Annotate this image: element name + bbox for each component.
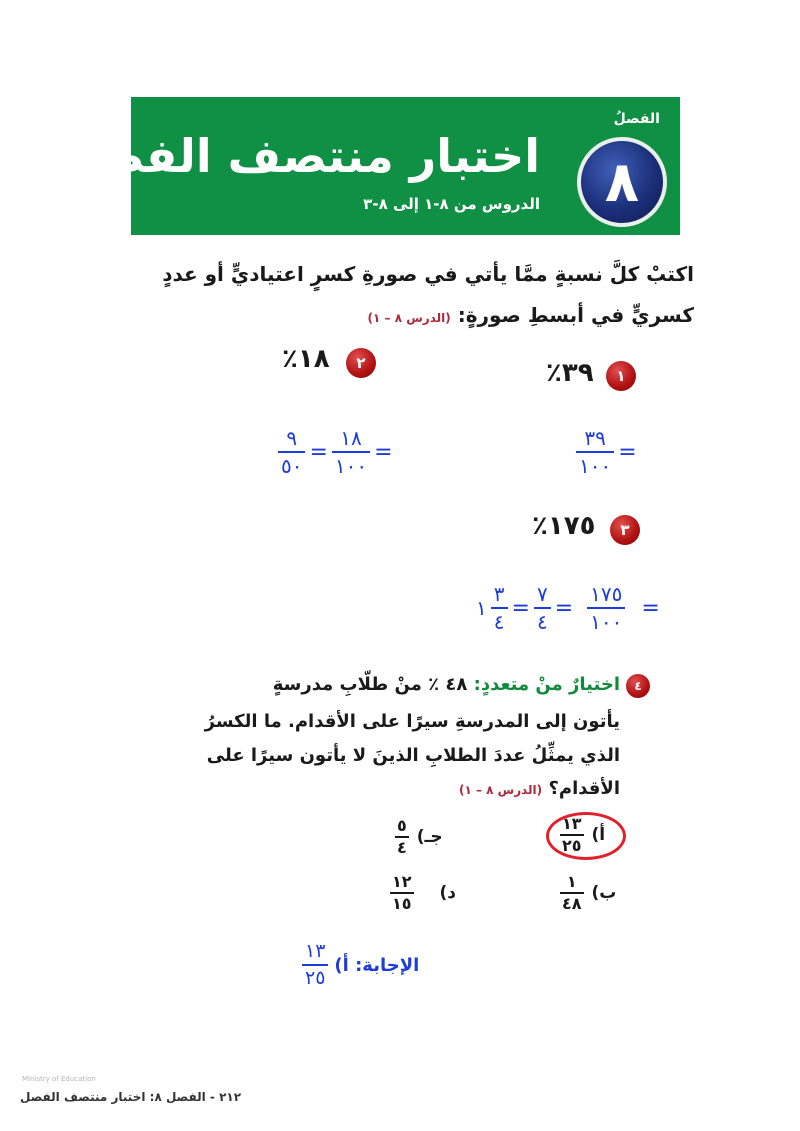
choice-label: جـ): [416, 827, 443, 847]
problem-number-badge: ١: [606, 361, 636, 391]
instruction-text: كسريٍّ في أبسطِ صورةٍ:: [457, 303, 694, 327]
watermark: Ministry of Education: [22, 1075, 96, 1083]
lesson-reference: (الدرس ٨ – ١): [367, 311, 451, 325]
equals-sign: =: [374, 439, 393, 465]
choice-label: أ): [591, 825, 606, 845]
instruction-line-1: اكتبْ كلَّ نسبةٍ ممَّا يأتي في صورةِ كسرٍ اعتياديٍّ أو عددٍ: [162, 262, 694, 286]
problem-number-badge: ٢: [346, 348, 376, 378]
chapter-number-badge: ٨: [577, 137, 667, 227]
problem-percent: ٪٣٩: [546, 358, 594, 388]
problem-number-badge: ٣: [610, 515, 640, 545]
equals-sign: =: [618, 439, 637, 465]
problem-percent: ٪١٨: [282, 344, 330, 374]
problem-text: الأقدام؟: [548, 778, 620, 799]
choice-label: ب): [591, 883, 617, 903]
answer-label: الإجابة: أ): [334, 954, 420, 976]
lesson-reference: (الدرس ٨ – ١): [458, 783, 543, 797]
choice-b[interactable]: [560, 874, 616, 912]
multiple-choice-label: اختيارٌ منْ متعددٍ:: [473, 674, 620, 695]
equals-sign: =: [309, 439, 328, 465]
page-number: ٢١٢: [219, 1090, 242, 1104]
fraction: $\frac{٩}{٥٠}$: [278, 428, 305, 476]
choice-label: د): [439, 883, 457, 903]
equals-sign: =: [641, 595, 660, 621]
problem-work: [476, 584, 660, 632]
fraction: ١٢ ١٥: [392, 872, 412, 913]
answer: [302, 942, 419, 988]
footer-title: الفصل ٨: اختبار منتصف الفصل: [20, 1090, 206, 1104]
chapter-word: الفصلُ: [613, 111, 660, 127]
problem-4-line-3: الذي يمثِّلُ عددَ الطلابِ الذينَ لا يأتون سيرًا على: [206, 745, 620, 766]
problem-work: [278, 428, 393, 476]
problem-4-line-1: [273, 674, 620, 695]
whole-number: ١: [476, 596, 487, 620]
page-title: اختبار منتصف الفصل: [59, 129, 540, 183]
fraction: $\frac{١٧٥}{١٠٠}$: [587, 584, 625, 632]
problem-number-badge: ٤: [626, 674, 650, 698]
fraction: $\frac{١٨}{١٠٠}$: [332, 428, 370, 476]
answer-circle-mark: [546, 812, 626, 860]
fraction: ١ ٤٨: [562, 872, 582, 913]
equals-sign: =: [511, 595, 530, 621]
problem-percent: ٪١٧٥: [532, 511, 596, 541]
fraction: ٥ ٤: [397, 816, 407, 857]
choice-d[interactable]: [390, 874, 456, 912]
problem-work: [576, 428, 637, 476]
fraction: $\frac{١٣}{٢٥}$: [302, 942, 328, 988]
problem-4-line-4: [459, 778, 620, 799]
chapter-banner: [59, 97, 680, 235]
page-footer: [20, 1090, 241, 1104]
choice-c[interactable]: [395, 818, 443, 856]
instruction-line-2: [368, 303, 694, 327]
footer-separator: -: [205, 1090, 215, 1104]
problem-text: ٤٨ ٪ منْ طلّابِ مدرسةٍ: [272, 674, 468, 695]
fraction: $\frac{٣}{٤}$: [491, 584, 508, 632]
fraction: ١٣ ٢٥: [562, 814, 582, 855]
problem-4-line-2: يأتون إلى المدرسةِ سيرًا على الأقدام. ما الكسرُ: [204, 711, 620, 732]
fraction: $\frac{٧}{٤}$: [534, 584, 551, 632]
lessons-range: الدروس من ٨-١ إلى ٨-٣: [363, 195, 540, 213]
equals-sign: =: [554, 595, 574, 621]
fraction: $\frac{٣٩}{١٠٠}$: [576, 428, 614, 476]
